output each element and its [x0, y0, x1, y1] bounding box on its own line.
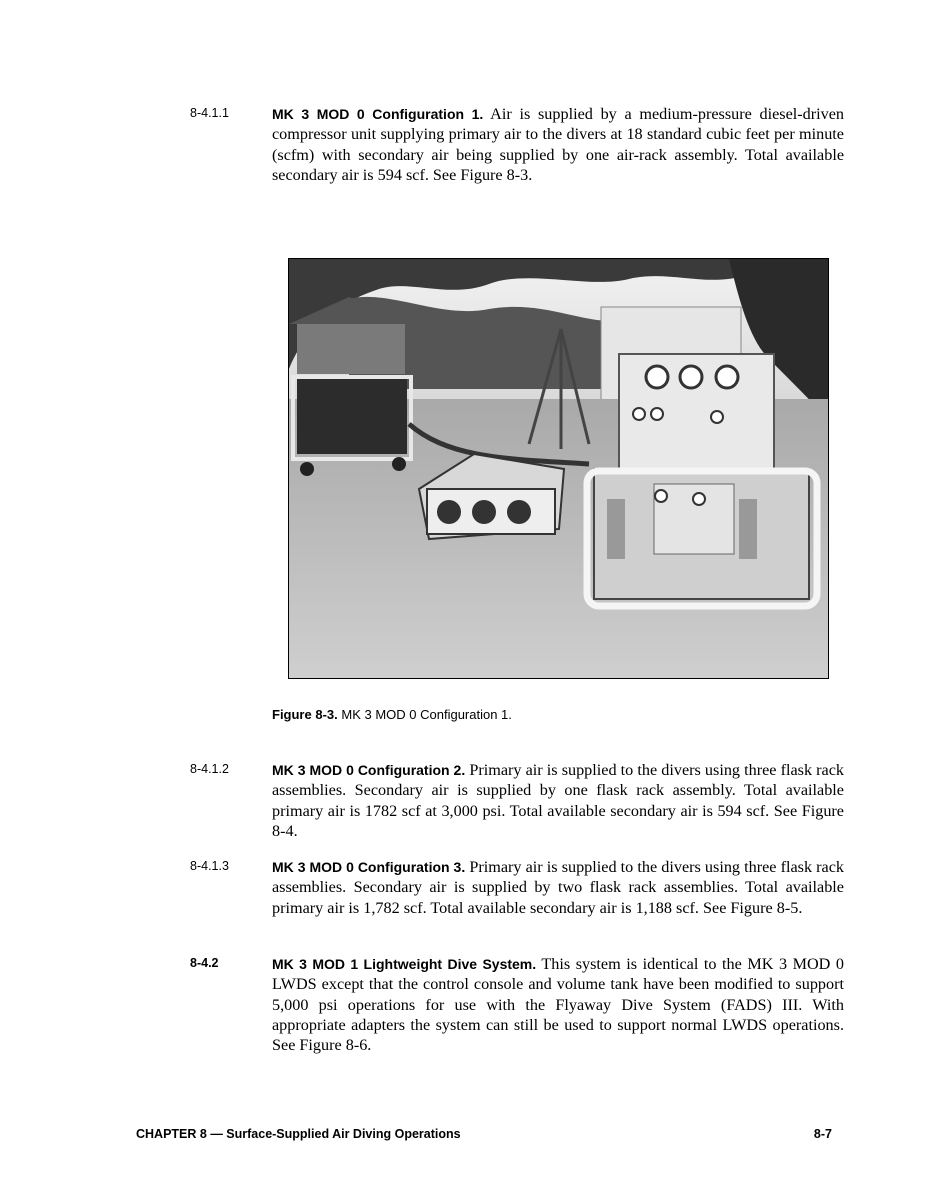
- section-paragraph: [272, 760, 844, 841]
- page-number: 8-7: [813, 1127, 832, 1141]
- section-heading: MK 3 MOD 0 Configuration 2.: [272, 762, 466, 778]
- figure-caption: [272, 707, 512, 722]
- section-paragraph: [272, 104, 844, 185]
- section-number: 8-4.1.2: [190, 762, 229, 776]
- section-paragraph: [272, 857, 844, 918]
- figure-label: Figure 8-3.: [272, 707, 338, 722]
- section-number: 8-4.1.3: [190, 859, 229, 873]
- section-heading: MK 3 MOD 0 Configuration 3.: [272, 859, 466, 875]
- section-body: Primary air is supplied to the divers using three flask rack assemblies. Secondary air is supplied by one flask rack assembly. Total available primary air is 1782 scf at 3,000 psi. Total available secondary air is 594 scf. See Figure 8-4.: [272, 761, 845, 840]
- section-body: Primary air is supplied to the divers using three flask rack assemblies. Secondary air is supplied by two flask rack assemblies. Total available primary air is 1,782 scf. Total available secondary air is 1,188 scf. See Figure 8-5.: [272, 858, 845, 917]
- equipment-photo: [288, 258, 829, 679]
- section-number: 8-4.2: [190, 956, 219, 970]
- page-footer: [136, 1127, 832, 1141]
- section-paragraph: [272, 954, 844, 1055]
- section-heading: MK 3 MOD 1 Lightweight Dive System.: [272, 956, 537, 972]
- section-heading: MK 3 MOD 0 Configuration 1.: [272, 106, 484, 122]
- section-number: 8-4.1.1: [190, 106, 229, 120]
- footer-chapter: CHAPTER 8 — Surface-Supplied Air Diving Operations: [136, 1127, 461, 1141]
- section-body: Air is supplied by a medium-pressure diesel-driven compressor unit supplying primary air to the divers at 18 standard cubic feet per minute (scfm) with secondary air being supplied by one air-rack assembly. Total available secondary air is 594 scf. See Figure 8-3.: [272, 105, 845, 184]
- section-body: This system is identical to the MK 3 MOD 0 LWDS except that the control console and volume tank have been modified to support 5,000 psi operations for use with the Flyaway Dive System (FADS) III. With appropriate adapters the system can still be used to support normal LWDS operations. See Figure 8-6.: [272, 955, 844, 1055]
- figure-caption-text: MK 3 MOD 0 Configuration 1.: [341, 707, 512, 722]
